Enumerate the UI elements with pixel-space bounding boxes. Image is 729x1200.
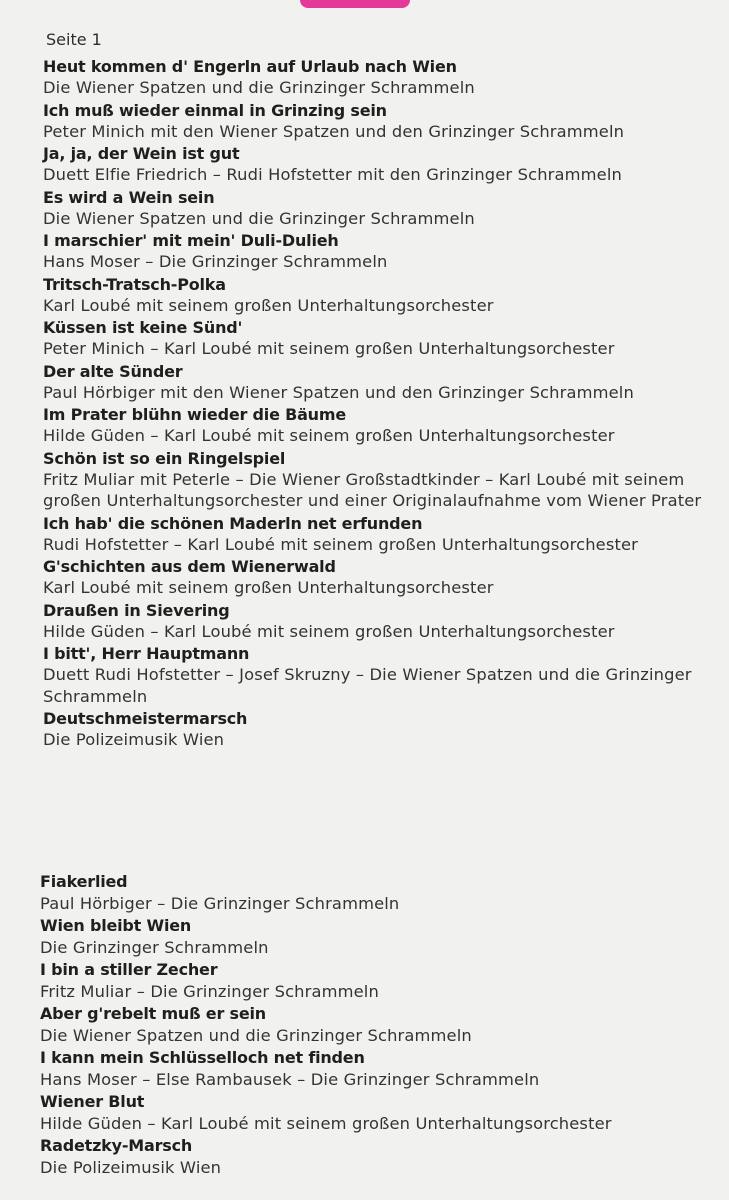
track-title: Radetzky-Marsch bbox=[40, 1136, 193, 1155]
track-title: Ja, ja, der Wein ist gut bbox=[43, 144, 240, 163]
track-title: I marschier' mit mein' Duli-Dulieh bbox=[43, 231, 339, 250]
track-item bbox=[40, 915, 712, 959]
side2-tracklist bbox=[40, 871, 712, 1179]
track-artist: Hilde Güden – Karl Loubé mit seinem großen Unterhaltungsorchester bbox=[43, 426, 615, 445]
side1-tracklist bbox=[43, 56, 715, 752]
track-artist: Paul Hörbiger – Die Grinzinger Schrammeln bbox=[40, 894, 400, 913]
track-item bbox=[43, 230, 715, 273]
track-item bbox=[43, 600, 715, 643]
track-artist: Karl Loubé mit seinem großen Unterhaltungsorchester bbox=[43, 295, 494, 315]
track-artist: Fritz Muliar mit Peterle – Die Wiener Großstadtkinder – Karl Loubé mit seinem großen Unterhaltungsorchester und einer Originalaufnahme vom Wiener Prater bbox=[43, 469, 702, 510]
track-artist: Hilde Güden – Karl Loubé mit seinem großen Unterhaltungsorchester bbox=[40, 1114, 612, 1133]
track-item bbox=[43, 361, 715, 404]
track-artist: Die Wiener Spatzen und die Grinzinger Schrammeln bbox=[43, 78, 475, 97]
track-item bbox=[43, 643, 715, 707]
track-item bbox=[40, 1003, 712, 1047]
track-title: Es wird a Wein sein bbox=[43, 187, 215, 207]
track-item bbox=[43, 274, 715, 317]
track-artist: Duett Elfie Friedrich – Rudi Hofstetter mit den Grinzinger Schrammeln bbox=[43, 165, 622, 184]
track-item bbox=[40, 1135, 712, 1179]
track-item bbox=[43, 556, 715, 599]
track-artist: Rudi Hofstetter – Karl Loubé mit seinem großen Unterhaltungsorchester bbox=[43, 534, 639, 554]
track-item bbox=[43, 317, 715, 360]
track-title: Aber g'rebelt muß er sein bbox=[40, 1004, 266, 1023]
track-item bbox=[40, 871, 712, 915]
track-title: Wien bleibt Wien bbox=[40, 916, 192, 935]
track-artist: Paul Hörbiger mit den Wiener Spatzen und den Grinzinger Schrammeln bbox=[43, 382, 634, 402]
track-artist: Die Polizeimusik Wien bbox=[40, 1158, 222, 1177]
track-title: Fiakerlied bbox=[40, 872, 128, 891]
track-artist: Die Polizeimusik Wien bbox=[43, 730, 225, 749]
track-title: Im Prater blühn wieder die Bäume bbox=[43, 405, 346, 424]
track-title: Ich hab' die schönen Maderln net erfunden bbox=[43, 513, 423, 533]
track-artist: Die Wiener Spatzen und die Grinzinger Schrammeln bbox=[43, 208, 475, 228]
track-title: Der alte Sünder bbox=[43, 361, 183, 381]
track-title: Ich muß wieder einmal in Grinzing sein bbox=[43, 100, 387, 120]
track-artist: Peter Minich – Karl Loubé mit seinem großen Unterhaltungsorchester bbox=[43, 339, 615, 358]
track-item bbox=[43, 404, 715, 447]
track-artist: Hans Moser – Die Grinzinger Schrammeln bbox=[43, 252, 388, 271]
track-item bbox=[43, 56, 715, 99]
pink-print-mark bbox=[300, 0, 410, 8]
track-artist: Die Grinzinger Schrammeln bbox=[40, 938, 269, 957]
track-artist: Hilde Güden – Karl Loubé mit seinem großen Unterhaltungsorchester bbox=[43, 621, 615, 641]
track-title: Deutschmeistermarsch bbox=[43, 709, 248, 728]
track-title: Küssen ist keine Sünd' bbox=[43, 318, 243, 337]
track-item bbox=[40, 959, 712, 1003]
track-artist: Peter Minich mit den Wiener Spatzen und den Grinzinger Schrammeln bbox=[43, 121, 625, 141]
track-item bbox=[43, 708, 715, 751]
track-item bbox=[43, 448, 715, 512]
side-label: Seite 1 bbox=[46, 30, 102, 49]
track-item bbox=[43, 187, 715, 230]
track-title: Wiener Blut bbox=[40, 1092, 145, 1111]
track-title: G'schichten aus dem Wienerwald bbox=[43, 557, 336, 576]
track-artist: Karl Loubé mit seinem großen Unterhaltungsorchester bbox=[43, 578, 494, 597]
track-artist: Hans Moser – Else Rambausek – Die Grinzinger Schrammeln bbox=[40, 1070, 540, 1089]
track-item bbox=[43, 513, 715, 556]
track-item bbox=[40, 1047, 712, 1091]
track-title: I bin a stiller Zecher bbox=[40, 960, 218, 979]
track-title: Schön ist so ein Ringelspiel bbox=[43, 448, 286, 468]
track-title: Heut kommen d' Engerln auf Urlaub nach Wien bbox=[43, 57, 457, 76]
track-title: Draußen in Sievering bbox=[43, 600, 230, 620]
track-artist: Die Wiener Spatzen und die Grinzinger Schrammeln bbox=[40, 1026, 472, 1045]
track-item bbox=[43, 100, 715, 143]
track-artist: Fritz Muliar – Die Grinzinger Schrammeln bbox=[40, 982, 379, 1001]
track-title: I bitt', Herr Hauptmann bbox=[43, 644, 250, 663]
track-item bbox=[43, 143, 715, 186]
track-title: Tritsch-Tratsch-Polka bbox=[43, 274, 226, 294]
track-title: I kann mein Schlüsselloch net finden bbox=[40, 1048, 365, 1067]
track-artist: Duett Rudi Hofstetter – Josef Skruzny – Die Wiener Spatzen und die Grinzinger Schrammeln bbox=[43, 665, 692, 706]
track-item bbox=[40, 1091, 712, 1135]
